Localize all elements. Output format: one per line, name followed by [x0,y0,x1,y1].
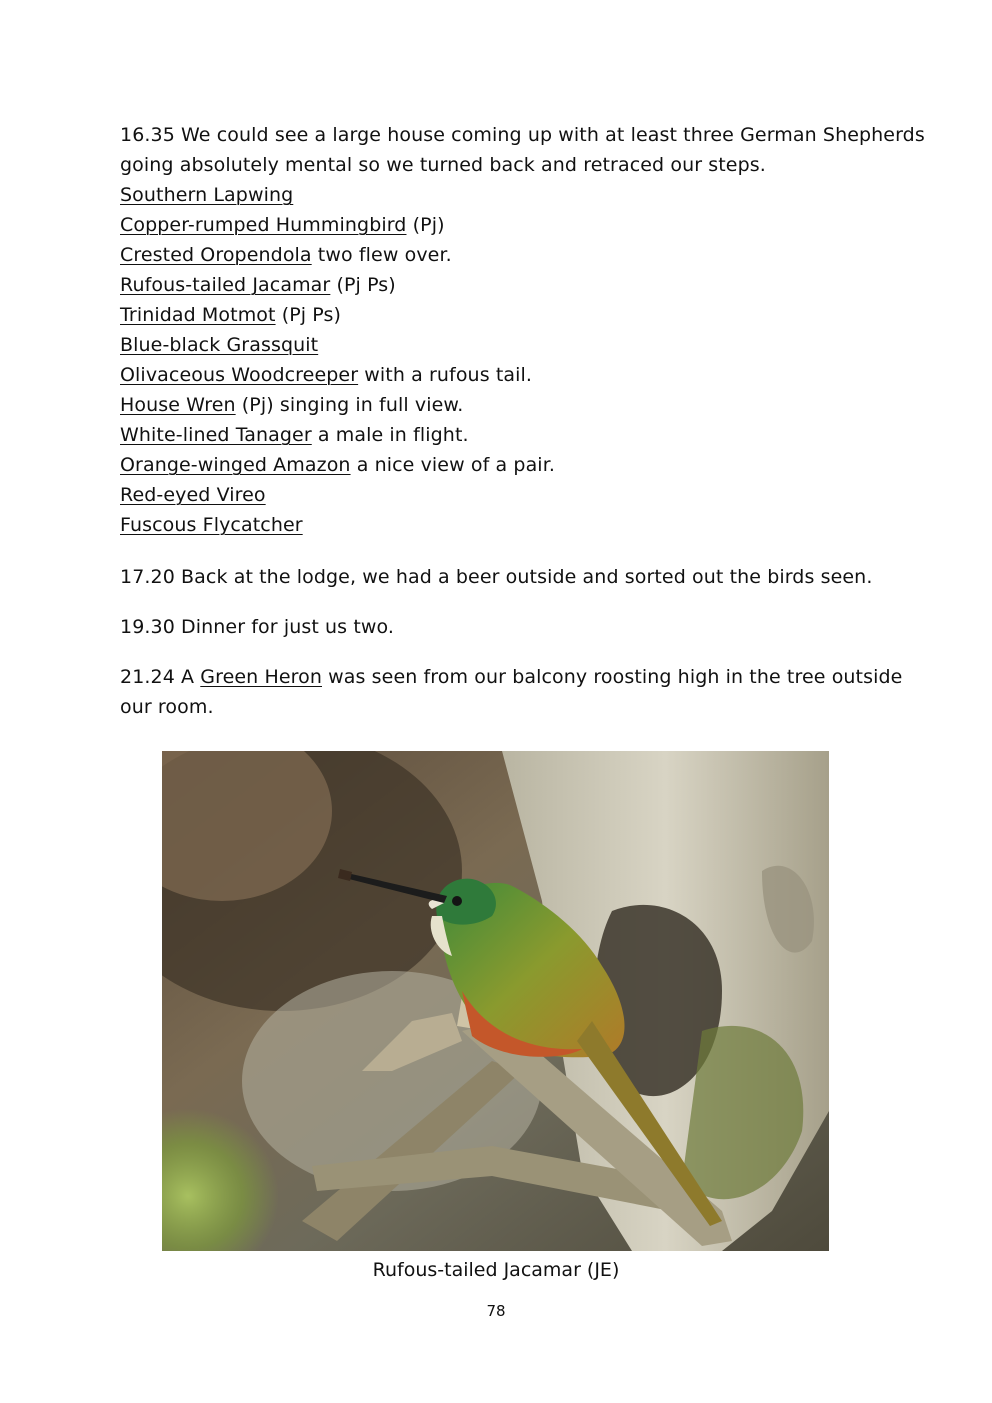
entry-2124-line-2: our room. [120,696,214,718]
entry-2124 [120,662,903,722]
bird-name: Olivaceous Woodcreeper [120,364,359,386]
bird-name: Rufous-tailed Jacamar [120,274,331,296]
bird-note: (Pj Ps) [275,304,342,326]
entry-2124-line-1 [120,662,903,692]
jacamar-photo-illustration [162,751,829,1251]
entry-1635-line-1: 16.35 We could see a large house coming up with at least three German Shepherds [120,124,925,146]
bird-note: a nice view of a pair. [350,454,555,476]
bird-name: Copper-rumped Hummingbird [120,214,407,236]
entry-1930-text: 19.30 Dinner for just us two. [120,616,395,638]
bird-list-item [120,270,890,300]
bird-name: Fuscous Flycatcher [120,514,303,536]
bird-list-item [120,480,890,510]
bird-list-item [120,180,890,210]
bird-note: with a rufous tail. [358,364,533,386]
bird-note: (Pj Ps) [330,274,396,296]
bird-name: Green Heron [200,666,322,688]
bird-list-item [120,240,890,270]
bird-list-item [120,510,890,540]
bird-list-item [120,300,890,330]
bird-name: Crested Oropendola [120,244,312,266]
bird-name: White-lined Tanager [120,424,312,446]
entry-1720 [120,562,890,592]
bird-list-item [120,420,890,450]
photo-caption: Rufous-tailed Jacamar (JE) [372,1259,620,1281]
bird-name: Southern Lapwing [120,184,294,206]
bird-photo [162,751,829,1251]
bird-list-item [120,330,890,360]
bird-name: Orange-winged Amazon [120,454,351,476]
bird-note: two flew over. [311,244,452,266]
entry-1635-line-2: going absolutely mental so we turned back and retraced our steps. [120,154,766,176]
bird-name: House Wren [120,394,236,416]
entry-1635 [120,120,925,540]
bird-name: Trinidad Motmot [120,304,276,326]
entry-1720-text: 17.20 Back at the lodge, we had a beer outside and sorted out the birds seen. [120,566,873,588]
bird-list-item [120,450,890,480]
entry-2124-prefix: 21.24 A [120,666,201,688]
bird-name: Blue-black Grassquit [120,334,319,356]
page-number: 78 [486,1302,506,1320]
bird-list-item [120,360,890,390]
bird-list-item [120,210,890,240]
bird-note: a male in flight. [311,424,469,446]
bird-name: Red-eyed Vireo [120,484,266,506]
entry-2124-rest: was seen from our balcony roosting high in the tree outside [322,666,903,688]
bird-list-item [120,390,890,420]
bird-note: (Pj) [406,214,445,236]
entry-1930 [120,612,890,642]
bird-note: (Pj) singing in full view. [235,394,464,416]
